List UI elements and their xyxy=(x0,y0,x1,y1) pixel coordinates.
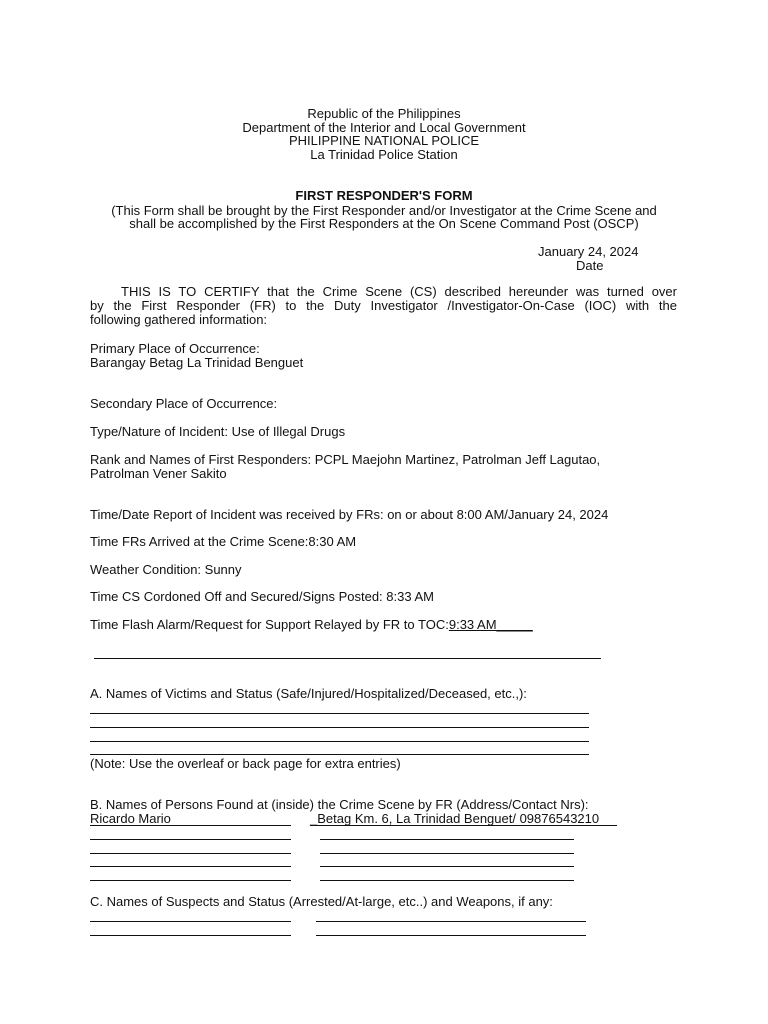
header-pnp: PHILIPPINE NATIONAL POLICE xyxy=(289,133,479,148)
header-station: La Trinidad Police Station xyxy=(310,147,458,162)
found-person-address: _Betag Km. 6, La Trinidad Benguet/ 09876543210 xyxy=(310,811,600,826)
person-address-line xyxy=(320,880,574,881)
section-a-note: (Note: Use the overleaf or back page for extra entries) xyxy=(90,756,401,771)
section-a-label: A. Names of Victims and Status (Safe/Injured/Hospitalized/Deceased, etc.,): xyxy=(90,686,527,701)
certify-line1: THIS IS TO CERTIFY that the Crime Scene (CS) described hereunder was turned over xyxy=(121,284,677,299)
responders-line2: Patrolman Vener Sakito xyxy=(90,466,227,481)
person-address-line xyxy=(320,839,574,840)
person-address-line xyxy=(310,825,617,826)
person-name-line xyxy=(90,880,291,881)
form-title: FIRST RESPONDER'S FORM xyxy=(295,188,473,203)
victim-entry-line xyxy=(90,713,589,714)
primary-place-value: Barangay Betag La Trinidad Benguet xyxy=(90,355,304,370)
section-c-label: C. Names of Suspects and Status (Arrested/At-large, etc..) and Weapons, if any: xyxy=(90,894,553,909)
date-value: January 24, 2024 xyxy=(538,244,639,259)
found-person-name: Ricardo Mario xyxy=(90,811,171,826)
secondary-place-label: Secondary Place of Occurrence: xyxy=(90,396,278,411)
section-b-label: B. Names of Persons Found at (inside) the Crime Scene by FR (Address/Contact Nrs): xyxy=(90,797,589,812)
person-name-line xyxy=(90,853,291,854)
incident-type: Type/Nature of Incident: Use of Illegal Drugs xyxy=(90,424,346,439)
certify-line2: by the First Responder (FR) to the Duty Investigator /Investigator-On-Case (IOC) with the xyxy=(90,298,677,313)
arrival-time: Time FRs Arrived at the Crime Scene:8:30 AM xyxy=(90,534,357,549)
flash-alarm-value: 9:33 AM_____ xyxy=(448,617,533,632)
person-name-line xyxy=(90,839,291,840)
header-republic: Republic of the Philippines xyxy=(307,106,461,121)
primary-place-label: Primary Place of Occurrence: xyxy=(90,341,260,356)
person-address-line xyxy=(320,853,574,854)
form-subtitle-line1: (This Form shall be brought by the First Responder and/or Investigator at the Crime Scene and xyxy=(111,203,657,218)
suspect-weapon-line xyxy=(316,935,586,936)
suspect-weapon-line xyxy=(316,921,586,922)
certify-line3: following gathered information: xyxy=(90,312,268,327)
person-name-line xyxy=(90,825,291,826)
person-name-line xyxy=(90,866,291,867)
victim-entry-line xyxy=(90,754,589,755)
certify-paragraph xyxy=(90,285,677,327)
report-received: Time/Date Report of Incident was received by FRs: on or about 8:00 AM/January 24, 2024 xyxy=(90,507,609,522)
responders-line1: Rank and Names of First Responders: PCPL Maejohn Martinez, Patrolman Jeff Lagutao, xyxy=(90,452,601,467)
header-department: Department of the Interior and Local Government xyxy=(242,120,526,135)
form-subtitle-line2: shall be accomplished by the First Responders at the On Scene Command Post (OSCP) xyxy=(129,216,639,231)
victim-entry-line xyxy=(90,741,589,742)
weather-condition: Weather Condition: Sunny xyxy=(90,562,242,577)
person-address-line xyxy=(320,866,574,867)
cordoned-time: Time CS Cordoned Off and Secured/Signs Posted: 8:33 AM xyxy=(90,589,434,604)
flash-alarm-label: Time Flash Alarm/Request for Support Relayed by FR to TOC: xyxy=(90,617,449,632)
flash-alarm xyxy=(90,618,533,632)
victim-entry-line xyxy=(90,727,589,728)
suspect-name-line xyxy=(90,935,291,936)
date-label: Date xyxy=(576,258,604,273)
blank-line xyxy=(94,658,601,659)
suspect-name-line xyxy=(90,921,291,922)
